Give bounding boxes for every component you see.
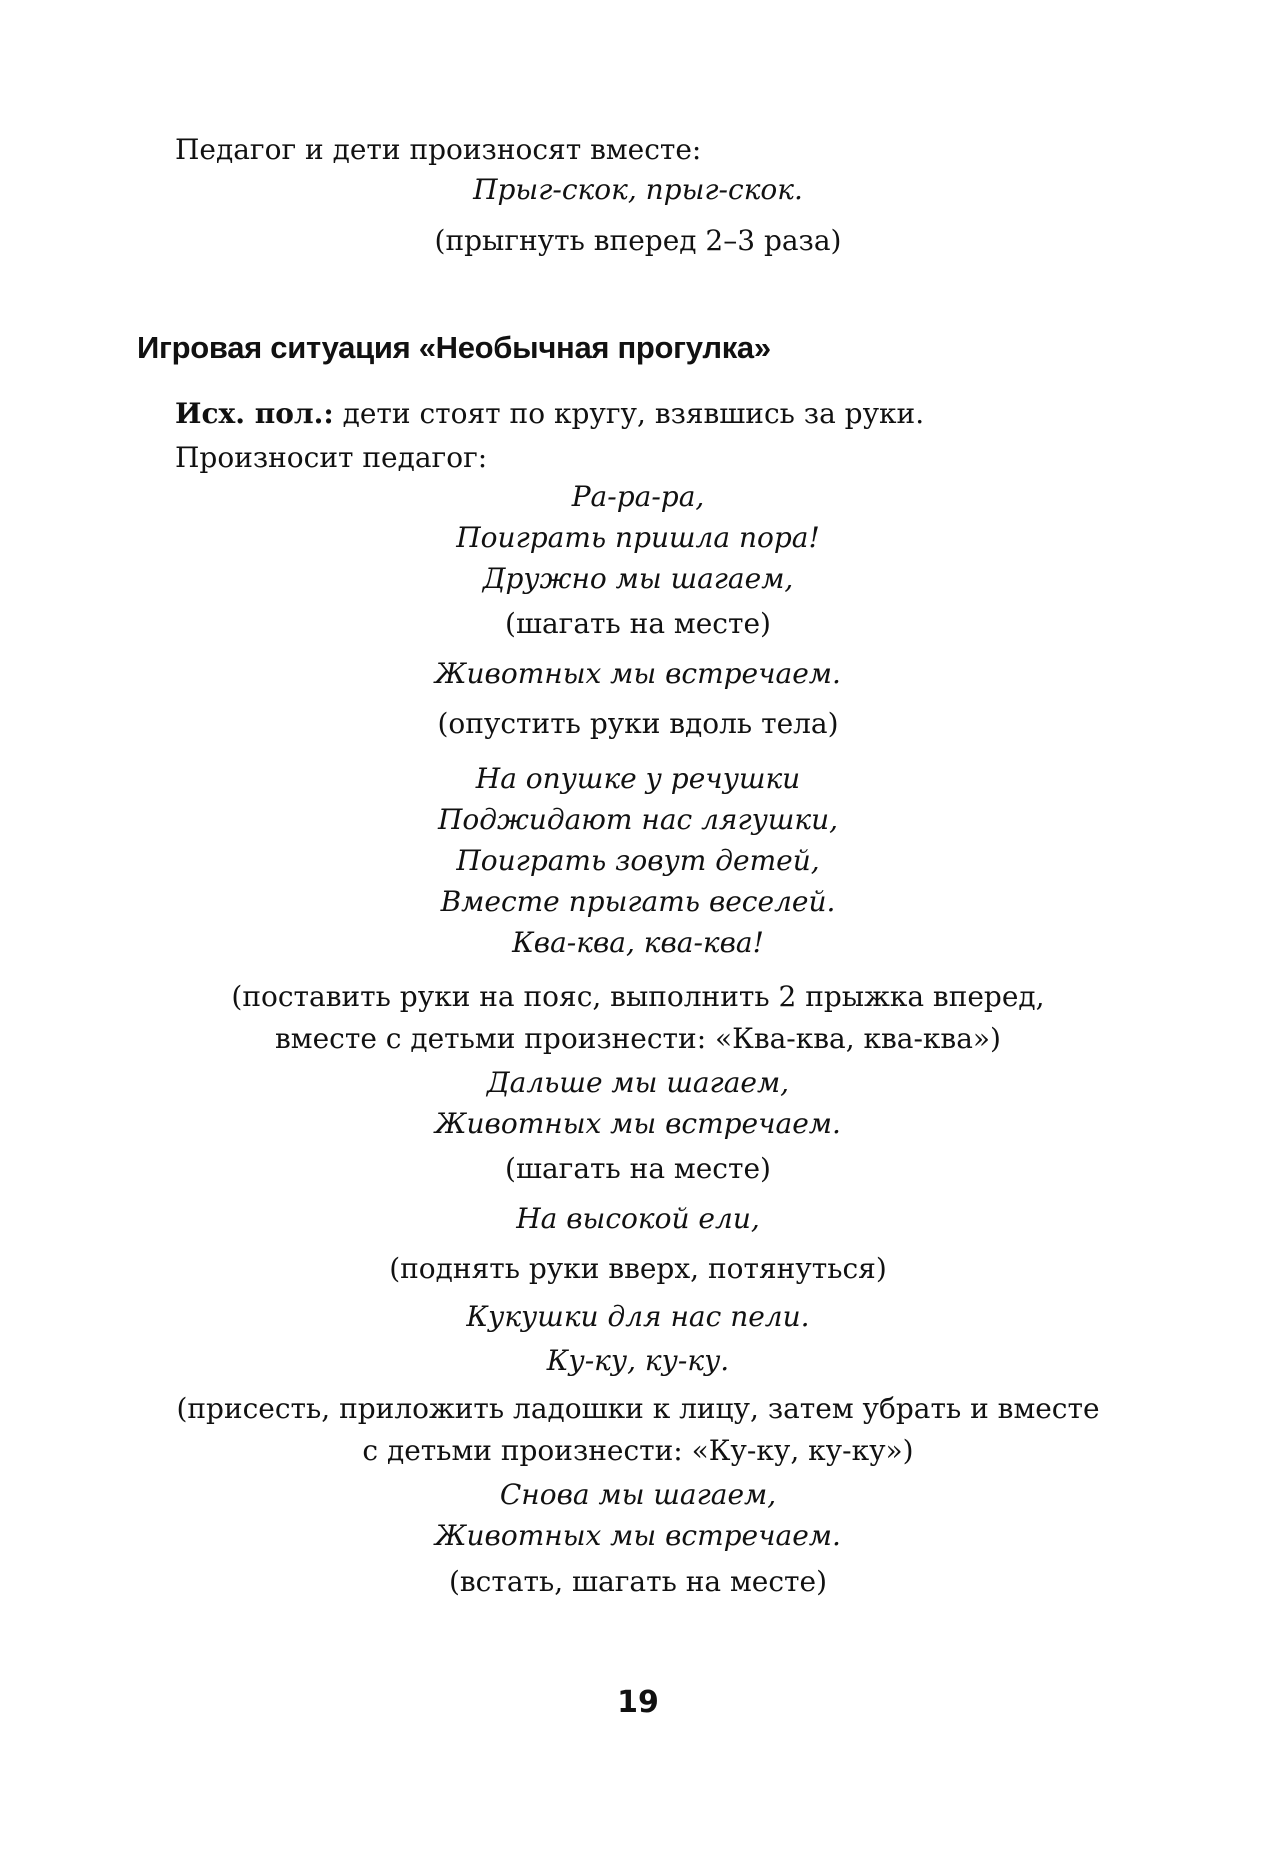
- verse-line: На опушке у речушки: [475, 762, 801, 795]
- verse-line: Поджидают нас лягушки,: [437, 803, 839, 836]
- verse-line: Поиграть пришла пора!: [456, 521, 820, 554]
- intro-verse: Прыг-скок, прыг-скок.: [473, 173, 803, 206]
- verse-line: На высокой ели,: [516, 1202, 760, 1235]
- intro-block: [0, 168, 1276, 270]
- verse-line: Поиграть зовут детей,: [456, 844, 820, 877]
- stage-note: (поднять руки вверх, потянуться): [389, 1252, 887, 1285]
- verse-line: Животных мы встречаем.: [435, 657, 841, 690]
- setup-line: [175, 392, 924, 436]
- verse-line: Ква-ква, ква-ква!: [512, 926, 764, 959]
- setup-text: дети стоят по кругу, взявшись за руки.: [333, 397, 925, 430]
- page-number: 19: [617, 1685, 659, 1720]
- stage-note: (присесть, приложить ладошки к лицу, затем убрать и вместе: [176, 1392, 1100, 1425]
- verse-line: Кукушки для нас пели.: [466, 1300, 810, 1333]
- poem-stanza-4: [0, 1474, 1276, 1608]
- stage-note: с детьми произнести: «Ку-ку, ку-ку»): [362, 1434, 914, 1467]
- verse-line: Животных мы встречаем.: [435, 1107, 841, 1140]
- verse-line: Вместе прыгать веселей.: [440, 885, 836, 918]
- verse-line: Животных мы встречаем.: [435, 1519, 841, 1552]
- verse-line: Дальше мы шагаем,: [486, 1066, 790, 1099]
- speaker-line: Произносит педагог:: [175, 441, 488, 474]
- poem-stanza-1: [0, 476, 1276, 749]
- stage-note: (поставить руки на пояс, выполнить 2 прыжка вперед,: [231, 980, 1045, 1013]
- verse-line: Дружно мы шагаем,: [482, 562, 794, 595]
- verse-line: Ра-ра-ра,: [571, 480, 705, 513]
- poem-stanza-2: [0, 758, 1276, 963]
- poem-stanza-3: [0, 1062, 1276, 1381]
- stage-note: (шагать на месте): [505, 607, 771, 640]
- stage-note-cuckoo: [0, 1388, 1276, 1472]
- intro-note: (прыгнуть вперед 2–3 раза): [434, 224, 842, 257]
- stage-note-frogs: [0, 976, 1276, 1060]
- section-title: Игровая ситуация «Необычная прогулка»: [137, 330, 771, 365]
- intro-text: Педагог и дети произносят вместе:: [175, 133, 702, 166]
- verse-line: Снова мы шагаем,: [499, 1478, 777, 1511]
- verse-line: Ку-ку, ку-ку.: [546, 1344, 730, 1377]
- setup-block: [175, 392, 924, 480]
- stage-note: (шагать на месте): [505, 1152, 771, 1185]
- stage-note: (встать, шагать на месте): [448, 1565, 828, 1598]
- setup-label: Исх. пол.:: [175, 397, 334, 430]
- stage-note: (опустить руки вдоль тела): [437, 707, 839, 740]
- stage-note: вместе с детьми произнести: «Ква-ква, ква-ква»): [275, 1022, 1001, 1055]
